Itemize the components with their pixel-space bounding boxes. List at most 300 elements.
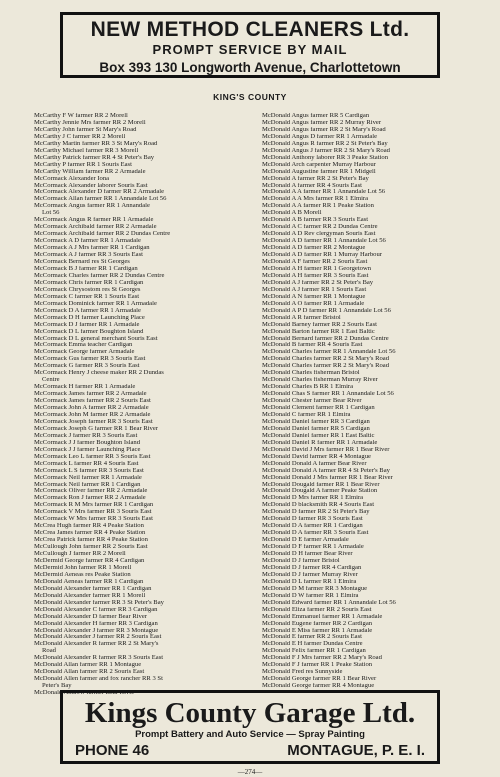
- directory-entry: [262, 162, 484, 169]
- directory-entry: [262, 329, 484, 336]
- entry-text: McDonald Alexander R farmer RR 3 Souris East: [34, 655, 164, 662]
- directory-entry: [262, 141, 484, 148]
- directory-entry: [262, 433, 484, 440]
- entry-text: McDonald A R farmer Bristol: [262, 314, 341, 321]
- directory-entry: [262, 280, 484, 287]
- directory-entry: [262, 614, 484, 621]
- directory-entry: [34, 454, 256, 461]
- entry-text: McDonald A C farmer RR 2 Dundas Centre: [262, 224, 378, 231]
- entry-text: McCormack J farmer RR 3 Souris East: [34, 432, 138, 439]
- directory-entry: [34, 502, 256, 509]
- entry-text: McDonald D Mrs farmer RR 1 Elmira: [262, 495, 364, 502]
- directory-entry: [34, 203, 256, 217]
- entry-text: McCormack Archibald farmer RR 2 Dundas Centre: [34, 231, 171, 238]
- directory-entry: [262, 634, 484, 641]
- directory-entry: [262, 148, 484, 155]
- directory-entry: [262, 628, 484, 635]
- entry-text: McCormack Dominick farmer RR 1 Armadale: [34, 300, 157, 307]
- directory-entry: [34, 405, 256, 412]
- entry-text: McDonald Arch carpenter Murray Harbour: [262, 161, 376, 168]
- entry-text: McDonald Angus farmer RR 2 St Mary's Road: [262, 126, 386, 133]
- entry-text: McDonald A A Mrs farmer RR 1 Elmira: [262, 196, 369, 203]
- directory-entry: [262, 238, 484, 245]
- directory-entry: [34, 287, 256, 294]
- directory-entry: [262, 579, 484, 586]
- directory-entry: [262, 419, 484, 426]
- directory-entry: [262, 301, 484, 308]
- entry-text: McDonald Alexander D farmer Bear River: [34, 613, 147, 620]
- entry-text: McDonald Chester farmer Bear River: [262, 398, 362, 405]
- directory-entry: [262, 565, 484, 572]
- directory-entry: [262, 259, 484, 266]
- bottom-advertisement: [60, 690, 440, 764]
- directory-entry: [262, 412, 484, 419]
- directory-column-right: [262, 113, 484, 690]
- directory-entry: [34, 308, 256, 315]
- directory-entry: [262, 440, 484, 447]
- entry-text: McCormack W Mrs farmer RR 3 Souris East: [34, 516, 153, 523]
- entry-text: McCormack G farmer RR 3 Souris East: [34, 363, 140, 370]
- entry-text: McDonald A J farmer RR 2 St Peter's Bay: [262, 279, 374, 286]
- directory-entry: [262, 134, 484, 141]
- entry-text: McDonald A D farmer RR 2 Montague: [262, 245, 366, 252]
- entry-text: McDonald Charles farmer RR 2 St Mary's Road: [262, 356, 389, 363]
- directory-entry: [34, 391, 256, 398]
- directory-entry: [262, 600, 484, 607]
- entry-text: McCormack Angus farmer RR 1 Annandale: [34, 203, 150, 210]
- directory-entry: [262, 183, 484, 190]
- directory-entry: [262, 245, 484, 252]
- entry-text: McCarthy F W farmer RR 2 Morell: [34, 113, 128, 119]
- entry-text: McDonald B farmer RR 4 Souris East: [262, 342, 363, 349]
- entry-text: McDonald Allan farmer RR 2 Souris East: [34, 669, 145, 676]
- entry-text: McCormack James farmer RR 2 Armadale: [34, 391, 147, 398]
- entry-text: McCormack John A farmer RR 2 Armadale: [34, 405, 149, 412]
- entry-text: McCormack D L general merchant Souris East: [34, 335, 158, 342]
- entry-text: McDonald Angus J farmer RR 2 St Mary's Road: [262, 147, 390, 154]
- directory-column-left: [34, 113, 256, 697]
- entry-text: McCormack B J farmer RR 1 Cardigan: [34, 265, 138, 272]
- entry-text: McCormack D H farmer Launching Place: [34, 314, 145, 321]
- ad-bottom-location: MONTAGUE, P. E. I.: [287, 742, 425, 759]
- entry-text: McDonald Augustine farmer RR 1 Midgell: [262, 168, 376, 175]
- entry-text: McDonald Alexander J farmer RR 2 Souris East: [34, 634, 162, 641]
- entry-text: McCormack Neil farmer RR 1 Cardigan: [34, 481, 141, 488]
- entry-text: McCormack John M farmer RR 2 Armadale: [34, 411, 151, 418]
- directory-entry: [262, 176, 484, 183]
- directory-entry: [262, 516, 484, 523]
- directory-entry: [34, 301, 256, 308]
- ad-bottom-subtitle: Prompt Battery and Auto Service — Spray Painting: [135, 729, 365, 740]
- directory-entry: [34, 412, 256, 419]
- directory-entry: [34, 628, 256, 635]
- directory-entry: [34, 440, 256, 447]
- entry-text: McCormack Alexander D farmer RR 2 Armadale: [34, 189, 165, 196]
- directory-entry: [262, 217, 484, 224]
- entry-text: McCormack A J Mrs farmer RR 1 Cardigan: [34, 245, 150, 252]
- directory-entry: [262, 377, 484, 384]
- entry-text: McCarthy Jennie Mrs farmer RR 2 Morell: [34, 119, 146, 126]
- directory-entry: [34, 231, 256, 238]
- entry-text: McDonald Eugene farmer RR 2 Cardigan: [262, 620, 373, 627]
- directory-entry: [34, 127, 256, 134]
- entry-text: McCormack Joseph farmer RR 3 Souris East: [34, 418, 153, 425]
- entry-text: McDonald Anthony laborer RR 3 Peake Station: [262, 154, 388, 161]
- entry-text: McDonald D L farmer RR 1 Elmira: [262, 578, 357, 585]
- entry-text: McCormack L S farmer RR 3 Souris East: [34, 467, 144, 474]
- directory-entry: [34, 329, 256, 336]
- directory-entry: [262, 593, 484, 600]
- directory-entry: [262, 356, 484, 363]
- directory-entry: [34, 363, 256, 370]
- directory-entry: [34, 447, 256, 454]
- entry-text: McDonald A B farmer RR 3 Souris East: [262, 217, 369, 224]
- entry-text: McDonald A A farmer RR 1 Peake Station: [262, 203, 374, 210]
- entry-text: McDonald Alexander J farmer RR 3 Montague: [34, 627, 159, 634]
- entry-text: McDonald A B Morell: [262, 210, 322, 217]
- directory-entry: [34, 322, 256, 329]
- entry-text: McDonald D farmer RR 3 Souris East: [262, 516, 363, 523]
- directory-entry: [262, 322, 484, 329]
- entry-text: McCormack J J farmer Boughton Island: [34, 439, 141, 446]
- entry-text: McDonald Daniel farmer RR 1 East Baltic: [262, 432, 375, 439]
- directory-entry: [34, 384, 256, 391]
- entry-text: McDonald Emmanuel farmer RR 1 Armadale: [262, 613, 383, 620]
- directory-entry: [262, 252, 484, 259]
- directory-entry: [34, 183, 256, 190]
- entry-text: McDonald Barney farmer RR 2 Souris East: [262, 321, 378, 328]
- entry-text: McCrea Patrick farmer RR 4 Peake Station: [34, 537, 148, 544]
- entry-text: McCormack C farmer RR 1 Souris East: [34, 293, 140, 300]
- directory-entry: [34, 482, 256, 489]
- directory-entry: [262, 349, 484, 356]
- directory-entry: [34, 294, 256, 301]
- entry-text: McDonald D E farmer Armadale: [262, 537, 349, 544]
- directory-entry: [262, 294, 484, 301]
- directory-entry: [34, 169, 256, 176]
- directory-entry: [34, 544, 256, 551]
- directory-entry: [262, 315, 484, 322]
- entry-text: McDonald Daniel farmer RR 3 Cardigan: [262, 418, 370, 425]
- entry-text: McDonald Angus farmer RR 5 Cardigan: [262, 113, 370, 119]
- directory-entry: [34, 433, 256, 440]
- page-number: —274—: [237, 768, 263, 776]
- entry-text: McDonald D A farmer RR 3 Souris East: [262, 530, 369, 537]
- entry-text: McDonald Angus R farmer RR 2 St Peter's Bay: [262, 140, 388, 147]
- directory-entry: [262, 641, 484, 648]
- directory-entry: [34, 266, 256, 273]
- directory-entry: [34, 224, 256, 231]
- directory-entry: [34, 398, 256, 405]
- entry-text: McDonald A O farmer RR 1 Armadale: [262, 300, 365, 307]
- ad-bottom-title: Kings County Garage Ltd.: [84, 697, 416, 729]
- entry-text: McCormack James farmer RR 2 Souris East: [34, 398, 151, 405]
- directory-entry: [34, 600, 256, 607]
- entry-text: McDonald D M farmer RR 3 Montague: [262, 585, 368, 592]
- entry-text: McDonald F J farmer RR 1 Peake Station: [262, 662, 373, 669]
- directory-entry: [262, 447, 484, 454]
- directory-entry: [262, 363, 484, 370]
- directory-entry: [262, 426, 484, 433]
- directory-entry: [34, 634, 256, 641]
- entry-continuation: Centre: [42, 376, 60, 384]
- directory-entry: [34, 607, 256, 614]
- entry-text: McCormack Gus farmer RR 3 Souris East: [34, 356, 146, 363]
- entry-text: McCullough J farmer RR 2 Morell: [34, 551, 126, 558]
- entry-text: McDonald A H farmer RR 1 Georgetown: [262, 265, 372, 272]
- directory-entry: [34, 572, 256, 579]
- directory-entry: [262, 551, 484, 558]
- entry-text: McDonald David J Mrs farmer RR 1 Bear River: [262, 446, 390, 453]
- entry-text: McDonald A H farmer RR 3 Souris East: [262, 272, 369, 279]
- entry-text: McDonald Alexander farmer RR 1 Morell: [34, 592, 146, 599]
- entry-text: McCarthy P farmer RR 1 Souris East: [34, 161, 132, 168]
- directory-entry: [262, 210, 484, 217]
- ad-top-company-name: NEW METHOD CLEANERS Ltd.: [90, 18, 410, 41]
- entry-text: McCormack Alexander laborer Souris East: [34, 182, 148, 189]
- entry-text: McDonald Charles farmer RR 1 Annandale Lot 56: [262, 349, 396, 356]
- directory-entry: [34, 530, 256, 537]
- entry-text: McDermid George farmer RR 4 Cardigan: [34, 558, 145, 564]
- entry-text: McCormack Alexander Iona: [34, 175, 110, 182]
- entry-text: McDonald George farmer RR 4 Montague: [262, 683, 375, 690]
- directory-entry: [34, 370, 256, 384]
- entry-text: McDonald D J farmer Bristol: [262, 558, 340, 564]
- entry-text: McDonald Eliza farmer RR 2 Souris East: [262, 606, 372, 613]
- directory-entry: [34, 113, 256, 120]
- directory-entry: [34, 273, 256, 280]
- entry-text: McDonald F J Mrs farmer RR 2 Mary's Road: [262, 655, 382, 662]
- directory-entry: [34, 120, 256, 127]
- entry-continuation: Lot 56: [42, 209, 60, 217]
- entry-text: McDonald A F farmer RR 2 Souris East: [262, 259, 368, 266]
- entry-text: McDonald E Miss farmer RR 1 Armadale: [262, 627, 373, 634]
- entry-text: McDonald Fred res Sunnyside: [262, 669, 343, 676]
- entry-text: McDonald Chas S farmer RR 1 Annandale Lot 56: [262, 391, 394, 398]
- entry-text: McCormack Leo L farmer RR 3 Souris East: [34, 453, 151, 460]
- ad-top-tagline: PROMPT SERVICE BY MAIL: [152, 42, 348, 57]
- entry-text: McDonald A D farmer RR 1 Murray Harbour: [262, 252, 382, 259]
- entry-text: McDonald D J farmer Murray River: [262, 571, 358, 578]
- entry-text: McCormack D A farmer RR 1 Armadale: [34, 307, 141, 314]
- entry-text: McDonald Charles fisherman Murray River: [262, 377, 378, 384]
- entry-text: McCormack A D farmer RR 1 Armadale: [34, 238, 141, 245]
- entry-text: McCormack Archibald farmer RR 2 Armadale: [34, 224, 157, 231]
- directory-entry: [34, 134, 256, 141]
- directory-entry: [34, 419, 256, 426]
- directory-entry: [34, 669, 256, 676]
- entry-text: McDonald A A farmer RR 1 Annandale Lot 56: [262, 189, 386, 196]
- directory-entry: [34, 155, 256, 162]
- entry-text: McDonald A D farmer RR 1 Annandale Lot 56: [262, 238, 386, 245]
- entry-text: McDonald Alexander farmer RR 1 Cardigan: [34, 585, 152, 592]
- directory-entry: [262, 676, 484, 683]
- directory-entry: [262, 398, 484, 405]
- entry-text: McDonald C farmer RR 1 Elmira: [262, 411, 351, 418]
- directory-entry: [34, 336, 256, 343]
- directory-entry: [262, 342, 484, 349]
- entry-text: McCormack Oliver farmer RR 2 Armadale: [34, 488, 148, 495]
- directory-entry: [34, 488, 256, 495]
- directory-entry: [262, 370, 484, 377]
- entry-text: McDonald Alexander farmer RR 3 St Peter's Bay: [34, 599, 164, 606]
- entry-text: McDonald D H farmer Bear River: [262, 551, 353, 558]
- entry-text: McDonald Angus D farmer RR 1 Armadale: [262, 133, 378, 140]
- entry-text: McDonald E H farmer Dundas Centre: [262, 641, 363, 648]
- directory-entry: [262, 502, 484, 509]
- directory-entry: [262, 509, 484, 516]
- entry-text: McCormack Allan farmer RR 1 Annandale Lot 56: [34, 196, 167, 203]
- entry-text: McDermid John farmer RR 1 Morell: [34, 564, 132, 571]
- entry-text: McDonald Andrew farmer Bear River: [34, 690, 135, 697]
- directory-entry: [262, 391, 484, 398]
- entry-text: McDonald George farmer RR 1 Bear River: [262, 676, 377, 683]
- directory-entry: [262, 662, 484, 669]
- directory-entry: [262, 454, 484, 461]
- entry-text: McDonald Bernard farmer RR 2 Dundas Centre: [262, 335, 389, 342]
- entry-text: McCormack Emma teacher Cardigan: [34, 342, 133, 349]
- directory-entry: [34, 468, 256, 475]
- directory-entry: [262, 655, 484, 662]
- entry-text: McDonald A N farmer RR 1 Montague: [262, 293, 366, 300]
- entry-text: McCormack A J farmer RR 3 Souris East: [34, 252, 143, 259]
- directory-entry: [262, 468, 484, 475]
- directory-entry: [34, 579, 256, 586]
- directory-entry: [34, 641, 256, 655]
- directory-entry: [34, 196, 256, 203]
- entry-text: McCormack George farmer Armadale: [34, 349, 135, 356]
- entry-text: McCrea Hugh farmer RR 4 Peake Station: [34, 523, 144, 530]
- entry-text: McDonald Aeneas farmer RR 1 Cardigan: [34, 578, 144, 585]
- directory-entry: [34, 252, 256, 259]
- entry-text: McCormack Chris farmer RR 1 Cardigan: [34, 279, 144, 286]
- entry-text: McDonald Edward farmer RR 1 Annandale Lot 56: [262, 599, 396, 606]
- entry-text: McCormack D L farmer Boughton Island: [34, 328, 144, 335]
- entry-text: McDonald A farmer RR 2 St Peter's Bay: [262, 175, 369, 182]
- entry-text: McCormack Neil farmer RR 1 Armadale: [34, 474, 142, 481]
- entry-text: McDonald Charles farmer RR 2 St Mary's Road: [262, 363, 389, 370]
- directory-entry: [262, 537, 484, 544]
- entry-text: McDonald Allen farmer and fox rancher RR 3 St: [34, 676, 163, 683]
- entry-text: McCarthy Patrick farmer RR 4 St Peter's Bay: [34, 154, 155, 161]
- directory-entry: [262, 308, 484, 315]
- directory-entry: [262, 155, 484, 162]
- top-advertisement: [60, 12, 440, 78]
- entry-text: McCormack J J farmer Launching Place: [34, 446, 141, 453]
- directory-entry: [262, 113, 484, 120]
- directory-entry: [262, 196, 484, 203]
- directory-entry: [34, 315, 256, 322]
- entry-text: McCormack R M Mrs farmer RR 1 Cardigan: [34, 502, 154, 509]
- directory-entry: [34, 176, 256, 183]
- directory-entry: [34, 593, 256, 600]
- directory-entry: [34, 551, 256, 558]
- entry-text: McCormack Charles farmer RR 2 Dundas Centre: [34, 272, 165, 279]
- directory-entry: [34, 189, 256, 196]
- entry-text: McDonald Dougald farmer RR 1 Bear River: [262, 481, 380, 488]
- entry-text: McCormack Ron J farmer RR 2 Armadale: [34, 495, 146, 502]
- entry-text: McDonald Alexander R farmer RR 2 St Mary's: [34, 641, 159, 648]
- section-title: KING'S COUNTY: [213, 92, 287, 102]
- entry-text: McCarthy Michael farmer RR 3 Morell: [34, 147, 139, 154]
- directory-entry: [262, 495, 484, 502]
- entry-text: McDonald Charles B RR 1 Elmira: [262, 384, 354, 391]
- entry-text: McDonald Clement farmer RR 1 Cardigan: [262, 405, 375, 412]
- entry-text: McDonald Alexander H farmer RR 3 Cardigan: [34, 620, 158, 627]
- directory-entry: [34, 614, 256, 621]
- directory-entry: [262, 189, 484, 196]
- directory-entry: [262, 266, 484, 273]
- directory-entry: [34, 586, 256, 593]
- directory-entry: [262, 648, 484, 655]
- ad-top-address: Box 393 130 Longworth Avenue, Charlottetown: [99, 60, 401, 75]
- entry-text: McDonald Felix farmer RR 1 Cardigan: [262, 648, 366, 655]
- entry-text: McCormack Angus R farmer RR 1 Armadale: [34, 217, 154, 224]
- directory-entry: [34, 426, 256, 433]
- entry-text: McCarthy William farmer RR 2 Armadale: [34, 168, 146, 175]
- directory-entry: [262, 669, 484, 676]
- directory-entry: [262, 127, 484, 134]
- entry-text: McDonald A farmer RR 4 Souris East: [262, 182, 362, 189]
- directory-entry: [262, 169, 484, 176]
- directory-entry: [262, 461, 484, 468]
- directory-entry: [262, 530, 484, 537]
- directory-entry: [262, 523, 484, 530]
- directory-entry: [262, 287, 484, 294]
- directory-entry: [262, 273, 484, 280]
- directory-entry: [34, 565, 256, 572]
- entry-text: McDonald David farmer RR 4 Montague: [262, 453, 371, 460]
- directory-entry: [34, 349, 256, 356]
- entry-text: McDonald A P D farmer RR 1 Annandale Lot 56: [262, 307, 391, 314]
- directory-entry: [34, 676, 256, 690]
- entry-text: McDonald D A farmer RR 1 Cardigan: [262, 523, 363, 530]
- directory-entry: [34, 280, 256, 287]
- entry-text: McDonald Donald A farmer Bear River: [262, 460, 367, 467]
- directory-entry: [262, 558, 484, 565]
- entry-text: McCarthy John farmer St Mary's Road: [34, 126, 137, 133]
- directory-entry: [34, 537, 256, 544]
- directory-entry: [34, 523, 256, 530]
- directory-entry: [34, 558, 256, 565]
- directory-entry: [34, 259, 256, 266]
- entry-text: McDonald A D Rev clergyman Souris East: [262, 231, 376, 238]
- entry-text: McDonald Donald J Mrs farmer RR 1 Bear River: [262, 474, 393, 481]
- entry-text: McCormack Joseph G farmer RR 1 Bear River: [34, 425, 158, 432]
- directory-entry: [34, 475, 256, 482]
- entry-text: McDonald E farmer RR 2 Souris East: [262, 634, 362, 641]
- directory-entry: [34, 461, 256, 468]
- entry-text: McCullough John farmer RR 2 Souris East: [34, 544, 148, 551]
- entry-text: McDonald D F farmer RR 1 Armadale: [262, 544, 364, 551]
- directory-entry: [34, 245, 256, 252]
- directory-entry: [262, 231, 484, 238]
- directory-entry: [34, 509, 256, 516]
- entry-text: McCormack D J farmer RR 1 Armadale: [34, 321, 140, 328]
- directory-entry: [262, 120, 484, 127]
- directory-entry: [34, 356, 256, 363]
- entry-text: McDonald Daniel R farmer RR 1 Armadale: [262, 439, 378, 446]
- directory-entry: [262, 621, 484, 628]
- entry-text: McCormack Bernard res St Georges: [34, 259, 130, 266]
- directory-entry: [262, 586, 484, 593]
- ad-bottom-phone: PHONE 46: [75, 742, 150, 759]
- directory-entry: [262, 336, 484, 343]
- entry-continuation: Road: [42, 647, 56, 655]
- directory-entry: [34, 141, 256, 148]
- directory-entry: [34, 162, 256, 169]
- directory-entry: [262, 544, 484, 551]
